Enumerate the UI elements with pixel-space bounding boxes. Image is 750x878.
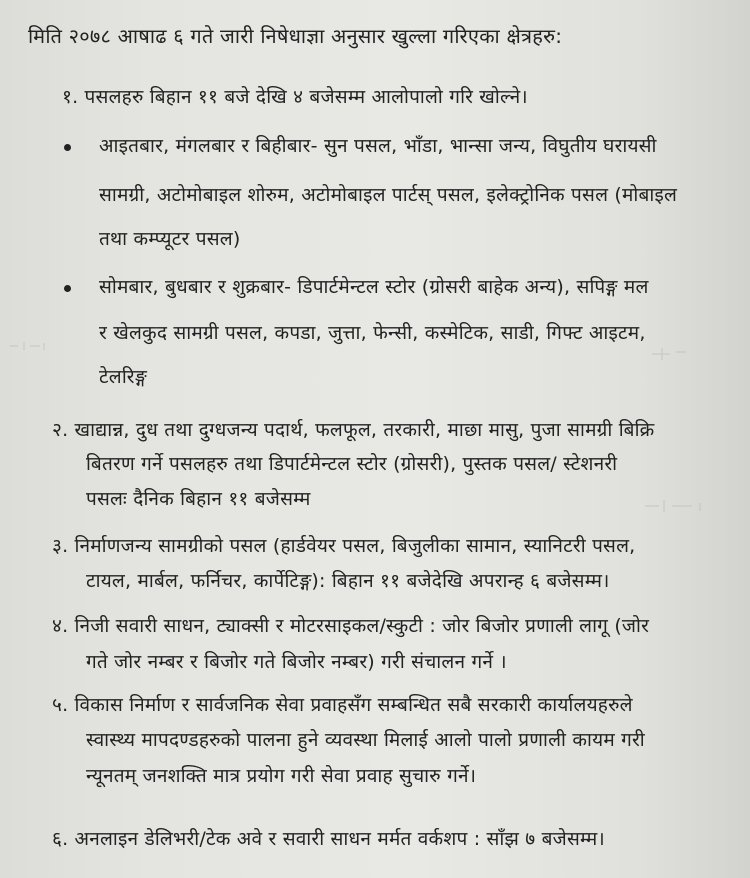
- item-4-line-1: ४. निजी सवारी साधन, ट्याक्सी र मोटरसाइकल/स्कुटी : जोर बिजोर प्रणाली लागू (जोर: [52, 615, 650, 637]
- item-3-line-1: ३. निर्माणजन्य सामग्रीको पसल (हार्डवेयर पसल, बिजुलीका सामान, स्यानिटरी पसल,: [52, 535, 636, 557]
- item-5-line-1: ५. विकास निर्माण र सार्वजनिक सेवा प्रवाहसँग सम्बन्धित सबै सरकारी कार्यालयहरुले: [52, 694, 633, 716]
- bullet-2-line-1: सोमबार, बुधबार र शुक्रबार- डिपार्टमेन्टल स्टोर (ग्रोसरी बाहेक अन्य), सपिङ्ग मल: [99, 276, 649, 298]
- bullet-icon: [64, 285, 71, 292]
- document-title: मिति २०७८ आषाढ ६ गते जारी निषेधाज्ञा अनुसार खुल्ला गरिएका क्षेत्रहरु:: [28, 24, 563, 48]
- bullet-icon: [64, 144, 71, 151]
- item-2-line-2: बितरण गर्ने पसलहरु तथा डिपार्टमेन्टल स्टोर (ग्रोसरी), पुस्तक पसल/ स्टेशनरी: [86, 453, 618, 475]
- item-3-line-2: टायल, मार्बल, फर्निचर, कार्पेटिङ्ग): बिहान ११ बजेदेखि अपरान्ह ६ बजेसम्म।: [86, 570, 610, 592]
- item-2-line-3: पसलः दैनिक बिहान ११ बजेसम्म: [86, 488, 311, 510]
- item-2-line-1: २. खाद्यान्न, दुध तथा दुग्धजन्य पदार्थ, फलफूल, तरकारी, माछा मासु, पुजा सामग्री बिक्रि: [52, 419, 655, 441]
- bullet-1-line-3: तथा कम्प्यूटर पसल): [99, 228, 241, 250]
- bullet-1-line-2: सामग्री, अटोमोबाइल शोरुम, अटोमोबाइल पार्टस् पसल, इलेक्ट्रोनिक पसल (मोबाइल: [99, 184, 678, 206]
- bullet-2-line-2: र खेलकुद सामग्री पसल, कपडा, जुत्ता, फेन्सी, कस्मेटिक, साडी, गिफ्ट आइटम,: [99, 322, 646, 344]
- item-5-line-2: स्वास्थ्य मापदण्डहरुको पालना हुने व्यवस्था मिलाई आलो पालो प्रणाली कायम गरी: [86, 729, 645, 751]
- bullet-2-line-3: टेलरिङ्ग: [99, 366, 147, 388]
- item-6-line-1: ६. अनलाइन डेलिभरी/टेक अवे र सवारी साधन मर्मत वर्कशप : साँझ ७ बजेसम्म।: [52, 828, 605, 850]
- item-1-line-1: १. पसलहरु बिहान ११ बजे देखि ४ बजेसम्म आलोपालो गरि खोल्ने।: [62, 86, 528, 108]
- bullet-1-line-1: आइतबार, मंगलबार र बिहीबार- सुन पसल, भाँडा, भान्सा जन्य, विघुतीय घरायसी: [99, 135, 657, 157]
- item-4-line-2: गते जोर नम्बर र बिजोर गते बिजोर नम्बर) गरी संचालन गर्ने ।: [86, 651, 507, 673]
- item-5-line-3: न्यूनतम् जनशक्ति मात्र प्रयोग गरी सेवा प्रवाह सुचारु गर्ने।: [86, 765, 477, 787]
